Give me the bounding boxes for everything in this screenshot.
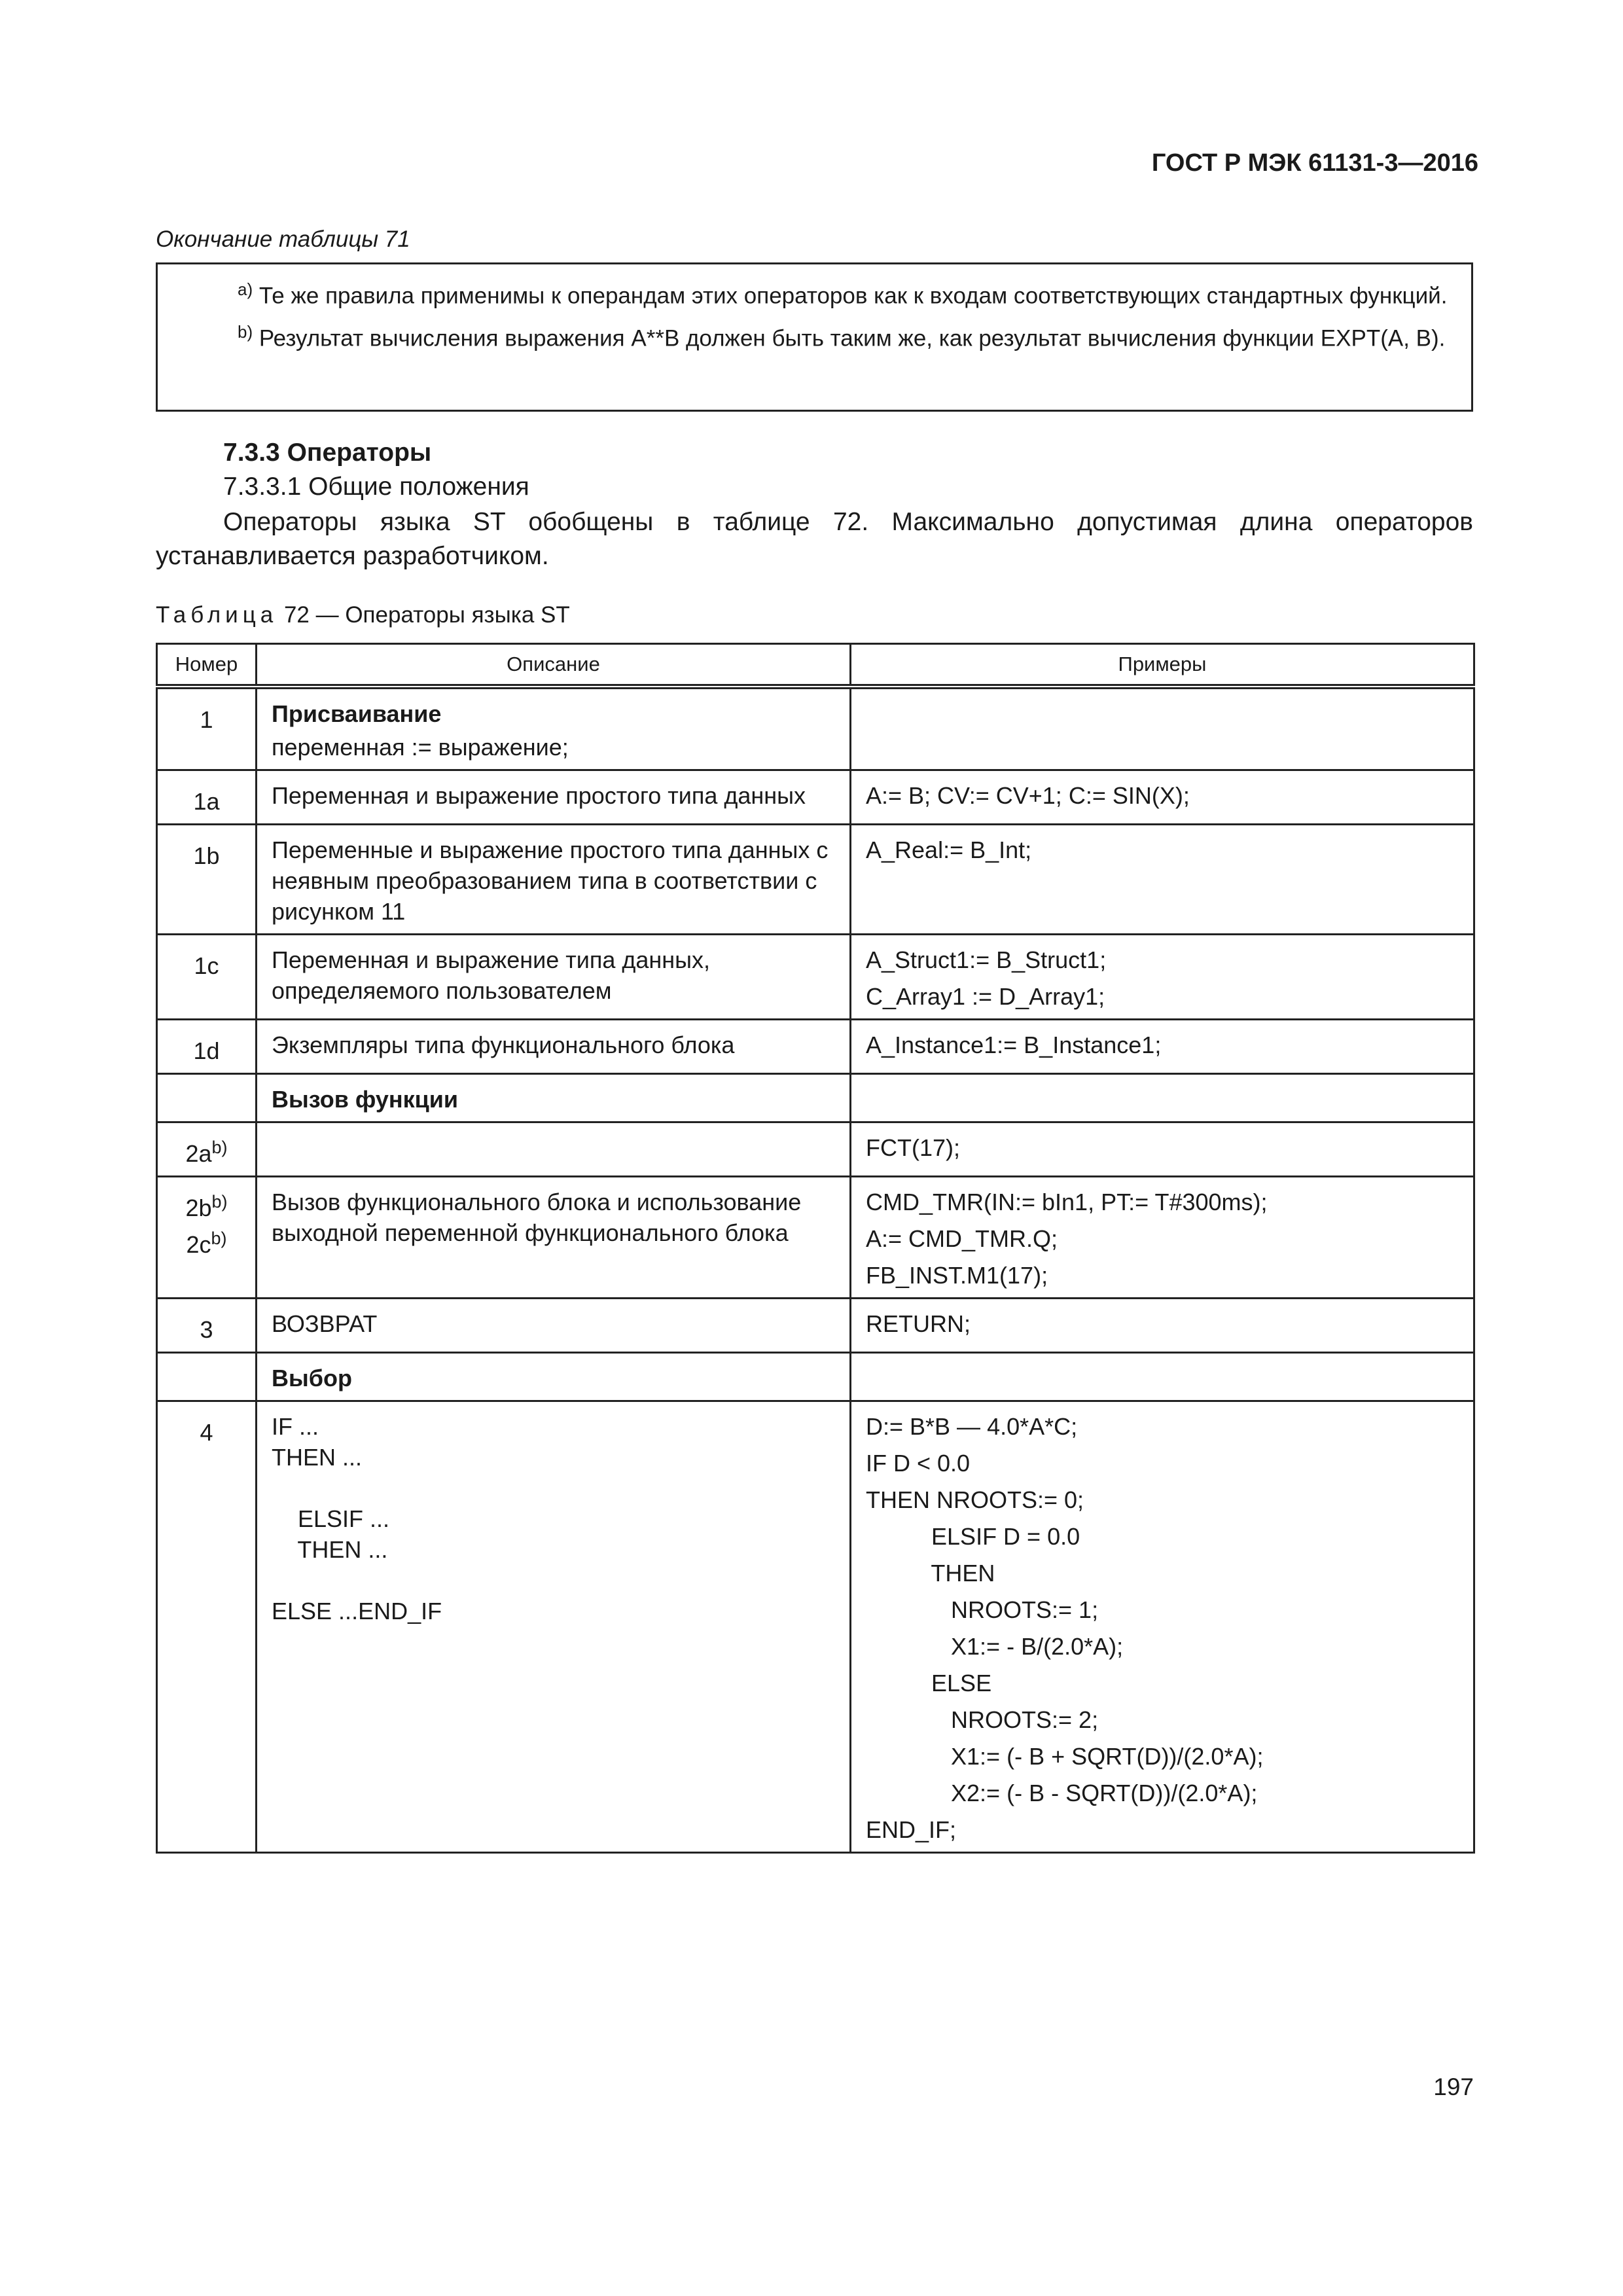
footnote-mark: b)	[238, 321, 253, 342]
footnote-ref: b)	[211, 1138, 228, 1157]
description-text: ELSIF ...	[272, 1505, 390, 1532]
row-description	[257, 935, 851, 1020]
table-row	[157, 935, 1474, 1020]
row-examples	[851, 1299, 1474, 1353]
row-number	[157, 1401, 257, 1853]
document-standard-code: ГОСТ Р МЭК 61131-3—2016	[1151, 149, 1478, 177]
footnote-mark: a)	[238, 279, 253, 299]
table-row	[157, 770, 1474, 825]
description-text: Переменная и выражение типа данных, определяемого пользователем	[272, 946, 711, 1004]
example-code-line: FB_INST.M1(17);	[866, 1262, 1048, 1289]
row-examples	[851, 770, 1474, 825]
row-examples	[851, 1020, 1474, 1074]
row-number-value	[162, 1132, 251, 1169]
description-heading: Присваивание	[272, 700, 442, 727]
header-number: Номер	[157, 644, 257, 687]
header-description: Описание	[257, 644, 851, 687]
row-number	[157, 935, 257, 1020]
description-text: переменная := выражение;	[272, 734, 569, 761]
row-description	[257, 1299, 851, 1353]
row-examples	[851, 1401, 1474, 1853]
example-code-line: X1:= - B/(2.0*A);	[866, 1633, 1124, 1660]
example-code-line: A_Real:= B_Int;	[866, 836, 1032, 863]
page-number: 197	[1433, 2073, 1474, 2100]
footnote-b	[172, 316, 1457, 355]
example-code-line: X2:= (- B - SQRT(D))/(2.0*A);	[866, 1780, 1258, 1806]
example-code-line: FCT(17);	[866, 1134, 960, 1161]
row-number-value	[162, 1030, 251, 1066]
row-description	[257, 1020, 851, 1074]
description-text: THEN ...	[272, 1536, 388, 1563]
row-number	[157, 687, 257, 770]
row-description	[257, 1074, 851, 1122]
row-number	[157, 1020, 257, 1074]
footnote-text: Результат вычисления выражения А**В должен быть таким же, как результат вычисления функции EXPT(A, B).	[259, 325, 1446, 351]
example-code-line: NROOTS:= 2;	[866, 1706, 1099, 1733]
row-number-text: 2a	[185, 1140, 212, 1167]
description-text: Переменные и выражение простого типа данных с неявным преобразованием типа в соответствии с рисунком 11	[272, 836, 829, 925]
row-examples	[851, 1353, 1474, 1401]
footnote-text: Те же правила применимы к операндам этих операторов как к входам соответствующих стандартных функций.	[259, 283, 1448, 309]
st-operators-table	[156, 643, 1475, 1854]
description-text: Вызов функционального блока и использование выходной переменной функционального блока	[272, 1189, 802, 1246]
row-number-text: 2c	[186, 1231, 211, 1258]
footnote-ref: b)	[211, 1192, 228, 1211]
row-number-text: 2b	[185, 1194, 212, 1221]
example-code-line: THEN NROOTS:= 0;	[866, 1486, 1084, 1513]
table-row	[157, 1353, 1474, 1401]
row-number-text: 1a	[193, 788, 220, 815]
row-description	[257, 687, 851, 770]
row-examples	[851, 935, 1474, 1020]
row-number-value	[162, 780, 251, 817]
section-heading: 7.3.3 Операторы	[223, 439, 432, 467]
footnote-a	[172, 274, 1457, 312]
row-description	[257, 1353, 851, 1401]
row-examples	[851, 825, 1474, 935]
row-description	[257, 1122, 851, 1177]
row-number	[157, 1353, 257, 1401]
example-code-line: CMD_TMR(IN:= bIn1, PT:= T#300ms);	[866, 1189, 1268, 1215]
subsection-heading: 7.3.3.1 Общие положения	[223, 473, 529, 501]
example-code-line: A:= B; CV:= CV+1; C:= SIN(X);	[866, 782, 1190, 809]
footnote-ref: b)	[211, 1229, 227, 1248]
description-text	[272, 1473, 836, 1503]
table-row	[157, 687, 1474, 770]
example-code-line: THEN	[866, 1560, 995, 1587]
example-code-line: A_Instance1:= B_Instance1;	[866, 1031, 1162, 1058]
table-row	[157, 825, 1474, 935]
row-number-value	[162, 1223, 251, 1260]
table-header-row	[157, 644, 1474, 687]
description-text: Экземпляры типа функционального блока	[272, 1031, 735, 1058]
table-row	[157, 1299, 1474, 1353]
description-text: ELSE ...END_IF	[272, 1598, 442, 1624]
row-number-value	[162, 834, 251, 871]
description-text	[272, 1565, 836, 1596]
example-code-line: A:= CMD_TMR.Q;	[866, 1225, 1058, 1252]
row-number-value	[162, 1411, 251, 1448]
table-caption	[156, 602, 570, 628]
row-examples	[851, 1177, 1474, 1299]
row-number-value	[162, 1308, 251, 1345]
description-text: THEN ...	[272, 1444, 363, 1471]
intro-paragraph: Операторы языка ST обобщены в таблице 72. Максимально допустимая длина операторов устанавливается разработчиком.	[156, 508, 1473, 570]
table-continuation-label: Окончание таблицы 71	[156, 226, 410, 252]
table-row	[157, 1177, 1474, 1299]
row-examples	[851, 687, 1474, 770]
example-code-line: RETURN;	[866, 1310, 971, 1337]
row-number-text: 1c	[194, 952, 219, 979]
row-number	[157, 825, 257, 935]
row-number-text: 4	[200, 1419, 213, 1446]
example-code-line: END_IF;	[866, 1816, 957, 1843]
table-caption-text: 72 — Операторы языка ST	[277, 602, 570, 628]
row-examples	[851, 1074, 1474, 1122]
row-number	[157, 1177, 257, 1299]
description-text: IF ...	[272, 1413, 319, 1440]
row-description	[257, 825, 851, 935]
row-number-text: 1b	[193, 842, 220, 869]
description-text: ВОЗВРАТ	[272, 1310, 378, 1337]
row-description	[257, 1177, 851, 1299]
table-row	[157, 1401, 1474, 1853]
table-71-footnotes	[156, 262, 1473, 412]
table-caption-prefix: Таблица	[156, 602, 278, 628]
row-examples	[851, 1122, 1474, 1177]
example-code-line: D:= B*B — 4.0*A*C;	[866, 1413, 1078, 1440]
row-number-text: 3	[200, 1316, 213, 1343]
table-row	[157, 1074, 1474, 1122]
description-text: Переменная и выражение простого типа данных	[272, 782, 806, 809]
example-code-line: X1:= (- B + SQRT(D))/(2.0*A);	[866, 1743, 1264, 1770]
row-number	[157, 1074, 257, 1122]
header-examples: Примеры	[851, 644, 1474, 687]
row-description	[257, 770, 851, 825]
example-code-line: NROOTS:= 1;	[866, 1596, 1099, 1623]
example-code-line: A_Struct1:= B_Struct1;	[866, 946, 1107, 973]
row-number-text: 1d	[193, 1037, 220, 1064]
table-row	[157, 1122, 1474, 1177]
row-number-value	[162, 698, 251, 735]
example-code-line: ELSE	[866, 1670, 992, 1696]
row-number	[157, 770, 257, 825]
description-heading: Вызов функции	[272, 1086, 459, 1113]
row-number	[157, 1122, 257, 1177]
description-heading: Выбор	[272, 1365, 352, 1391]
row-number-value	[162, 944, 251, 981]
row-number	[157, 1299, 257, 1353]
row-number-text: 1	[200, 706, 213, 733]
row-number-value	[162, 1187, 251, 1223]
row-description	[257, 1401, 851, 1853]
example-code-line: ELSIF D = 0.0	[866, 1523, 1080, 1550]
example-code-line: C_Array1 := D_Array1;	[866, 983, 1105, 1010]
table-row	[157, 1020, 1474, 1074]
example-code-line: IF D < 0.0	[866, 1450, 971, 1477]
